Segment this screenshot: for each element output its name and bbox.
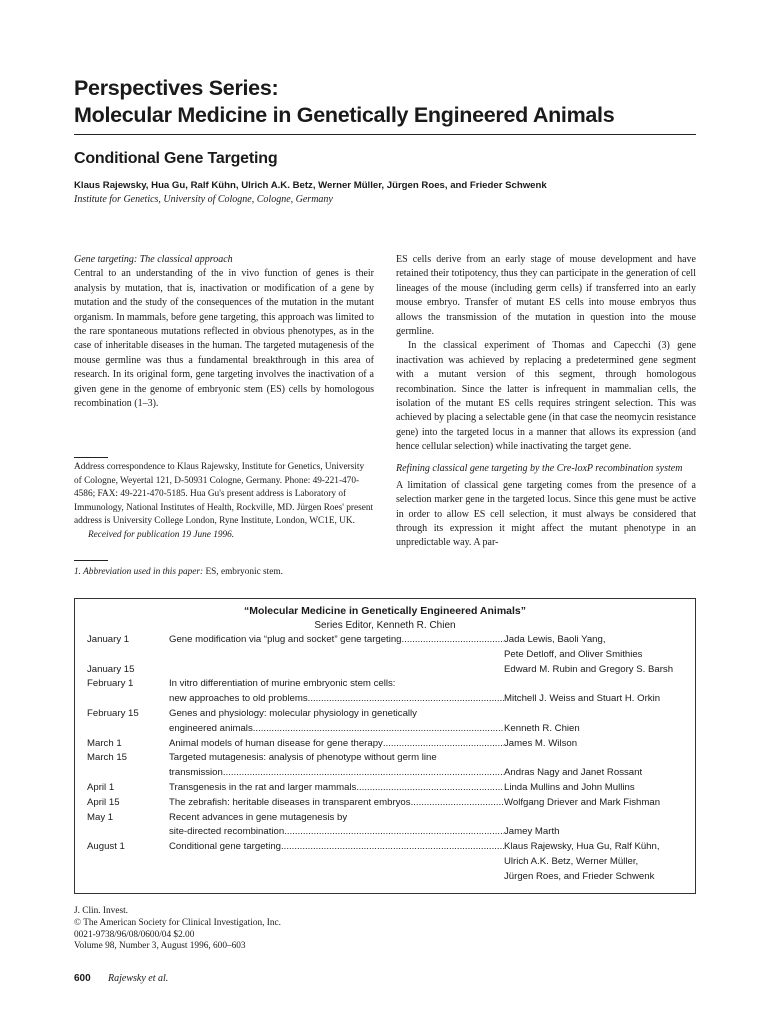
schedule-authors: Klaus Rajewsky, Hua Gu, Ralf Kühn, [504, 841, 660, 853]
schedule-authors: Ulrich A.K. Betz, Werner Müller, [504, 855, 639, 867]
schedule-row [87, 855, 687, 870]
leader-dots [308, 692, 504, 707]
schedule-authors: Jürgen Roes, and Frieder Schwenk [504, 870, 655, 882]
schedule-topic [169, 796, 504, 811]
schedule-topic-text: Genes and physiology: molecular physiology in genetically [169, 707, 417, 719]
schedule-topic [169, 825, 504, 840]
schedule-date: March 15 [87, 752, 127, 764]
schedule-topic-text: transmission [169, 767, 223, 779]
schedule-topic [169, 648, 504, 663]
schedule-date [87, 766, 169, 781]
schedule-date: April 1 [87, 781, 115, 793]
schedule-row [87, 692, 687, 707]
schedule-date: February 1 [87, 678, 134, 690]
series-editor: Series Editor, Kenneth R. Chien [314, 620, 456, 631]
section-heading-classical: Gene targeting: The classical approach [74, 254, 233, 265]
leader-dots [402, 633, 504, 648]
schedule-topic-text: Animal models of human disease for gene therapy [169, 737, 383, 749]
schedule-topic-text: Transgenesis in the rat and larger mammals [169, 781, 357, 793]
correspondence-footnote [74, 461, 374, 542]
schedule-date [87, 855, 169, 870]
leader-dots [383, 737, 504, 752]
schedule-topic [169, 722, 504, 737]
schedule-date [87, 870, 169, 885]
paragraph-es-cells: ES cells derive from an early stage of mouse development and have retained their totipotency, thus they can participate in the generation of cell lineages of the mouse (including germ cells) if transferred into an early mouse embryo. Transfer of mutant ES cells into mouse embryos thus allows the transmission of the mutation in question into the mouse germline. [396, 254, 696, 338]
schedule-topic [169, 781, 504, 796]
schedule-authors [504, 707, 687, 722]
author-list: Klaus Rajewsky, Hua Gu, Ralf Kühn, Ulrich A.K. Betz, Werner Müller, Jürgen Roes, and Frieder Schwenk [74, 180, 547, 191]
correspondence-address: Address correspondence to Klaus Rajewsky, Institute for Genetics, University of Cologne, Weyertal 121, D-50931 Cologne, Germany. Phone: 49-221-470-4586; FAX: 49-221-470-5185. Hua Gu's present address is Laboratory of Immunology, National Institutes of Health, Rockville, MD. Jürgen Roes' present address is University College London, Ryne Institute, London, WC1E, UK. [74, 462, 374, 526]
schedule-topic [169, 707, 504, 722]
schedule-row [87, 825, 687, 840]
page-number: 600 [74, 973, 91, 984]
schedule-row [87, 677, 687, 692]
schedule-topic [169, 840, 504, 855]
title-divider [74, 134, 696, 135]
abbreviation-label: 1. Abbreviation used in this paper: [74, 567, 204, 577]
schedule-topic-text: new approaches to old problems [169, 693, 308, 705]
schedule-topic-text: Gene modification via “plug and socket” gene targeting [169, 634, 402, 645]
schedule-authors: Wolfgang Driever and Mark Fishman [504, 796, 661, 808]
schedule-row [87, 737, 687, 752]
leader-dots [284, 825, 504, 840]
schedule-topic [169, 663, 504, 678]
schedule-date [87, 825, 169, 840]
schedule-date: March 1 [87, 737, 122, 749]
schedule-topic [169, 737, 504, 752]
running-head: Rajewsky et al. [108, 973, 169, 984]
schedule-authors: Linda Mullins and John Mullins [504, 781, 635, 793]
paragraph-classical-experiment: In the classical experiment of Thomas and Capecchi (3) gene inactivation was achieved by replacing a predetermined gene segment with a mutant version of this segment, through homologous recombination. Since the latter is infrequent in mammalian cells, the isolation of the mutant ES cells requires stringent selection. This was achieved by placing a selectable gene (in that case the neomycin resistance gene) into the targeted locus in a manner that allows its expression (and hence cellular selection) while inactivating the target gene. [396, 340, 696, 453]
schedule-date: January 15 [87, 663, 135, 675]
schedule-topic-text: The zebrafish: heritable diseases in transparent embryos [169, 796, 411, 808]
footnote-divider [74, 457, 108, 458]
leader-dots [356, 781, 504, 796]
schedule-authors: Pete Detloff, and Oliver Smithies [504, 648, 643, 660]
schedule-authors: Edward M. Rubin and Gregory S. Barsh [504, 663, 674, 675]
schedule-row [87, 870, 687, 885]
schedule-topic [169, 855, 504, 870]
leader-dots [281, 840, 504, 855]
article-title: Conditional Gene Targeting [74, 150, 278, 167]
schedule-topic-text: site-directed recombination [169, 826, 285, 838]
received-date: Received for publication 19 June 1996. [88, 529, 235, 540]
schedule-date: August 1 [87, 841, 125, 853]
schedule-row [87, 707, 687, 722]
issn-line: 0021-9738/96/08/0600/04 $2.00 [74, 929, 195, 940]
series-schedule [87, 633, 687, 885]
section-heading-cre-loxp: Refining classical gene targeting by the Cre-loxP recombination system [396, 462, 683, 474]
schedule-authors [504, 751, 687, 766]
series-title-line-2: Molecular Medicine in Genetically Engineered Animals [74, 103, 615, 127]
schedule-topic [169, 766, 504, 781]
schedule-topic-text: Recent advances in gene mutagenesis by [169, 811, 348, 823]
schedule-row [87, 811, 687, 826]
schedule-topic [169, 692, 504, 707]
schedule-topic [169, 677, 504, 692]
schedule-authors: Jamey Marth [504, 826, 560, 838]
schedule-row [87, 766, 687, 781]
schedule-row [87, 633, 687, 648]
schedule-date: February 15 [87, 707, 139, 719]
copyright-line: © The American Society for Clinical Investigation, Inc. [74, 917, 281, 928]
schedule-topic-text: Targeted mutagenesis: analysis of phenotype without germ line [169, 752, 437, 764]
schedule-topic [169, 633, 504, 648]
schedule-topic [169, 870, 504, 885]
schedule-row [87, 648, 687, 663]
schedule-topic-text: Conditional gene targeting [169, 841, 282, 853]
schedule-date [87, 722, 169, 737]
journal-name: J. Clin. Invest. [74, 906, 128, 916]
paragraph-intro: Central to an understanding of the in vivo function of genes is their analysis by mutation, that is, inactivation or modification of a gene by mutation and the study of the consequences of the mutation in the mutant organism. In mammals, before gene targeting, this approach was limited to the rare spontaneous mutations reflected in obvious phenotypes, as in the case of inheritable diseases in the human. The targeted mutagenesis of the mouse germline was thus a fundamental breakthrough in this area of research. In its original form, gene targeting involves the inactivation of a given gene in the genome of embryonic stem (ES) cells by homologous recombination (1–3). [74, 268, 374, 410]
left-column [74, 253, 374, 411]
schedule-row [87, 722, 687, 737]
schedule-topic-text: engineered animals [169, 722, 253, 734]
leader-dots [253, 722, 504, 737]
volume-line: Volume 98, Number 3, August 1996, 600–603 [74, 941, 246, 952]
leader-dots [223, 766, 504, 781]
journal-info [74, 906, 281, 953]
series-schedule-box [74, 598, 696, 894]
schedule-row [87, 781, 687, 796]
schedule-date: January 1 [87, 634, 130, 645]
schedule-authors: Mitchell J. Weiss and Stuart H. Orkin [504, 693, 661, 705]
footnote-divider-2 [74, 560, 108, 561]
abbreviation-footnote [74, 566, 374, 580]
schedule-date: April 15 [87, 796, 120, 808]
affiliation: Institute for Genetics, University of Cologne, Cologne, Germany [74, 194, 333, 205]
abbreviation-value: ES, embryonic stem. [205, 567, 283, 577]
series-title-line-1: Perspectives Series: [74, 76, 279, 100]
schedule-topic [169, 751, 504, 766]
schedule-authors [504, 677, 687, 692]
schedule-date [87, 692, 169, 707]
schedule-row [87, 751, 687, 766]
schedule-authors [504, 811, 687, 826]
leader-dots [411, 796, 504, 811]
series-box-title: “Molecular Medicine in Genetically Engineered Animals” [243, 605, 527, 617]
schedule-authors: Kenneth R. Chien [504, 722, 580, 734]
schedule-authors: James M. Wilson [504, 737, 578, 749]
right-column [396, 253, 696, 551]
schedule-authors: Andras Nagy and Janet Rossant [504, 767, 643, 779]
schedule-authors: Jada Lewis, Baoli Yang, [504, 634, 606, 645]
paragraph-limitation: A limitation of classical gene targeting comes from the presence of a selection marker gene in the targeted locus. Since this gene must be active in order to allow ES cell selection, it must always be considered that through its expression it might affect the mutant phenotype in an unpredictable way. A par- [396, 479, 696, 549]
schedule-topic [169, 811, 504, 826]
schedule-date: May 1 [87, 811, 114, 823]
schedule-row [87, 663, 687, 678]
schedule-row [87, 840, 687, 855]
schedule-topic-text: In vitro differentiation of murine embryonic stem cells: [169, 678, 396, 690]
schedule-row [87, 796, 687, 811]
schedule-date [87, 648, 169, 663]
